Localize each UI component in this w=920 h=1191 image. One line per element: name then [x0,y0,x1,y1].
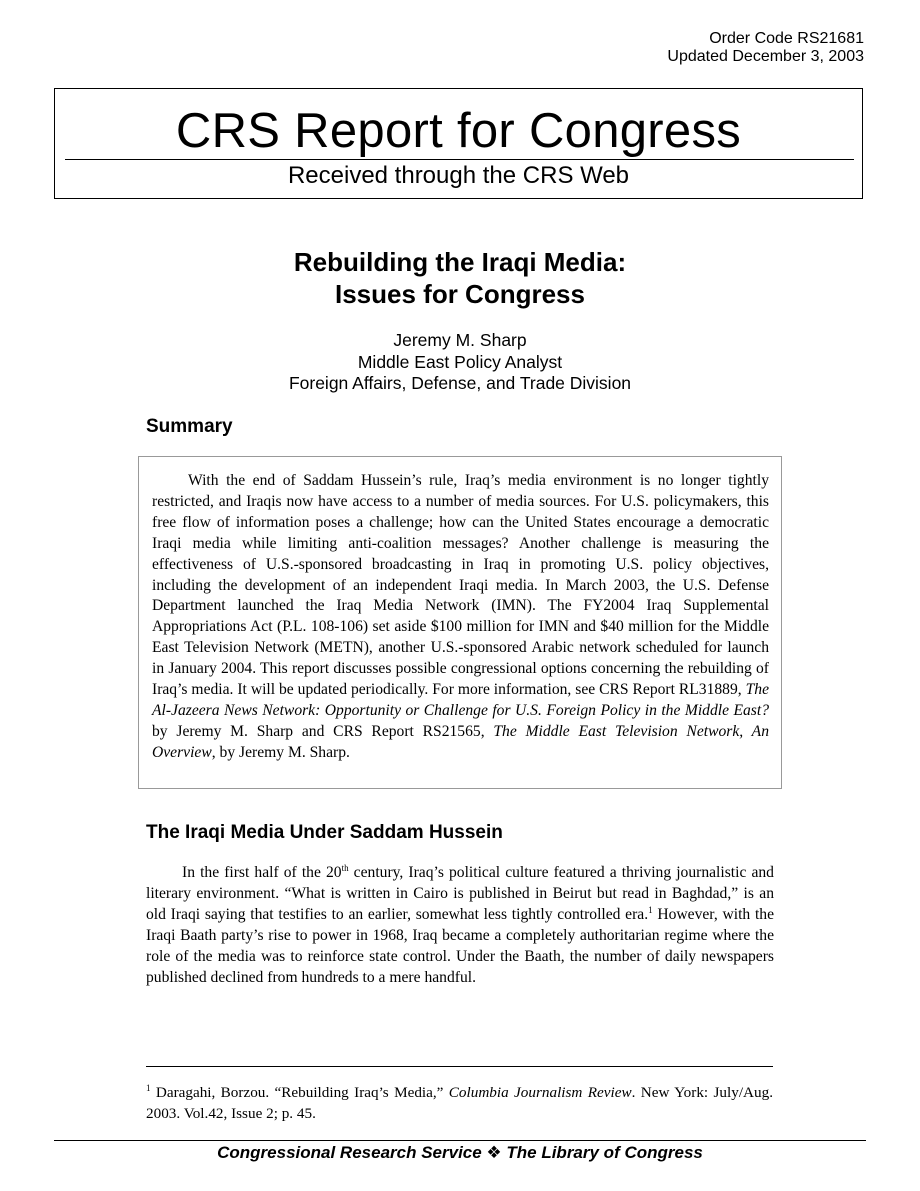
footnote-number: 1 [146,1082,151,1093]
summary-heading: Summary [146,416,233,437]
masthead-subtitle: Received through the CRS Web [287,162,630,189]
superscript-th: th [341,862,349,873]
author-name: Jeremy M. Sharp [393,330,527,350]
summary-box [138,456,782,789]
order-info [667,30,864,66]
summary-reference-1-title: The Al-Jazeera News Network: Opportunity or Challenge for U.S. Foreign Policy in the Middle East? [152,681,769,719]
order-code: Order Code RS21681 [709,30,864,47]
section-heading: The Iraqi Media Under Saddam Hussein [146,822,503,843]
footnote [146,1083,773,1124]
summary-reference-2-title: The Middle East Television Network, An Overview [152,722,769,761]
summary-text: With the end of Saddam Hussein’s rule, Iraq’s media environment is no longer tightly restricted, and Iraqis now have access to a number of media sources. For U.S. policymakers, this free flow of information poses a challenge; how can the United States encourage a democratic Iraqi media while limiting anti-coalition messages? Another challenge is measuring the effectiveness of U.S.-sponsored broadcasting in Iraq in promoting U.S. policy objectives, including the development of an independent Iraqi media. In March 2003, the U.S. Defense Department launched the Iraq Media Network (IMN). The FY2004 Iraq Supplemental Appropriations Act (P.L. 108-106) set aside $100 million for IMN and $40 million for the Middle East Television Network (METN), another U.S.-sponsored Arabic network scheduled for launch in January 2004. This report discusses possible congressional options concerning the rebuilding of Iraq’s media. It will be updated periodically. For more information, see CRS Report RL31889, [152,472,769,699]
summary-reference-1-tail: by Jeremy M. Sharp and CRS Report RS21565, [152,722,494,740]
section-text-3: However, with the Iraqi Baath party’s rise to power in 1968, Iraq became a completely authoritarian regime where the role of the media was to reinforce state control. Under the Baath, the number of daily newspapers published declined from hundreds to a mere handful. [146,905,774,986]
footnote-journal: Columbia Journalism Review [448,1084,632,1101]
summary-reference-2-tail: , by Jeremy M. Sharp. [211,743,350,761]
summary-paragraph [152,471,769,764]
section-text-1: In the first half of the 20 [182,864,342,881]
masthead-divider [65,159,854,160]
section-paragraph [146,863,774,988]
section-body [146,863,774,988]
document-title [0,246,920,310]
footnote-text-1: Daragahi, Borzou. “Rebuilding Iraq’s Media,” [150,1084,449,1101]
section-text-2: century, Iraq’s political culture featured a thriving journalistic and literary environment. “What is written in Cairo is published in Beirut but read in Baghdad,” is an old Iraqi saying that testifies to an earlier, somewhat less tightly controlled era. [146,864,774,923]
footnote-marker: 1 [648,904,653,915]
author-block [0,330,920,395]
footer: Congressional Research Service ❖ The Library of Congress [217,1143,703,1162]
author-position: Middle East Policy Analyst [357,351,563,372]
footnote-text-2: . New York: July/Aug. 2003. Vol.42, Issue 2; p. 45. [146,1084,773,1122]
document-title-line1: Rebuilding the Iraqi Media: [293,247,627,277]
footer-divider [54,1140,866,1141]
masthead-title: CRS Report for Congress [175,104,742,158]
document-title-line2: Issues for Congress [335,279,585,309]
updated-date: Updated December 3, 2003 [667,48,864,65]
footnote-divider [146,1066,773,1067]
masthead [54,88,863,199]
author-division: Foreign Affairs, Defense, and Trade Division [288,373,632,393]
